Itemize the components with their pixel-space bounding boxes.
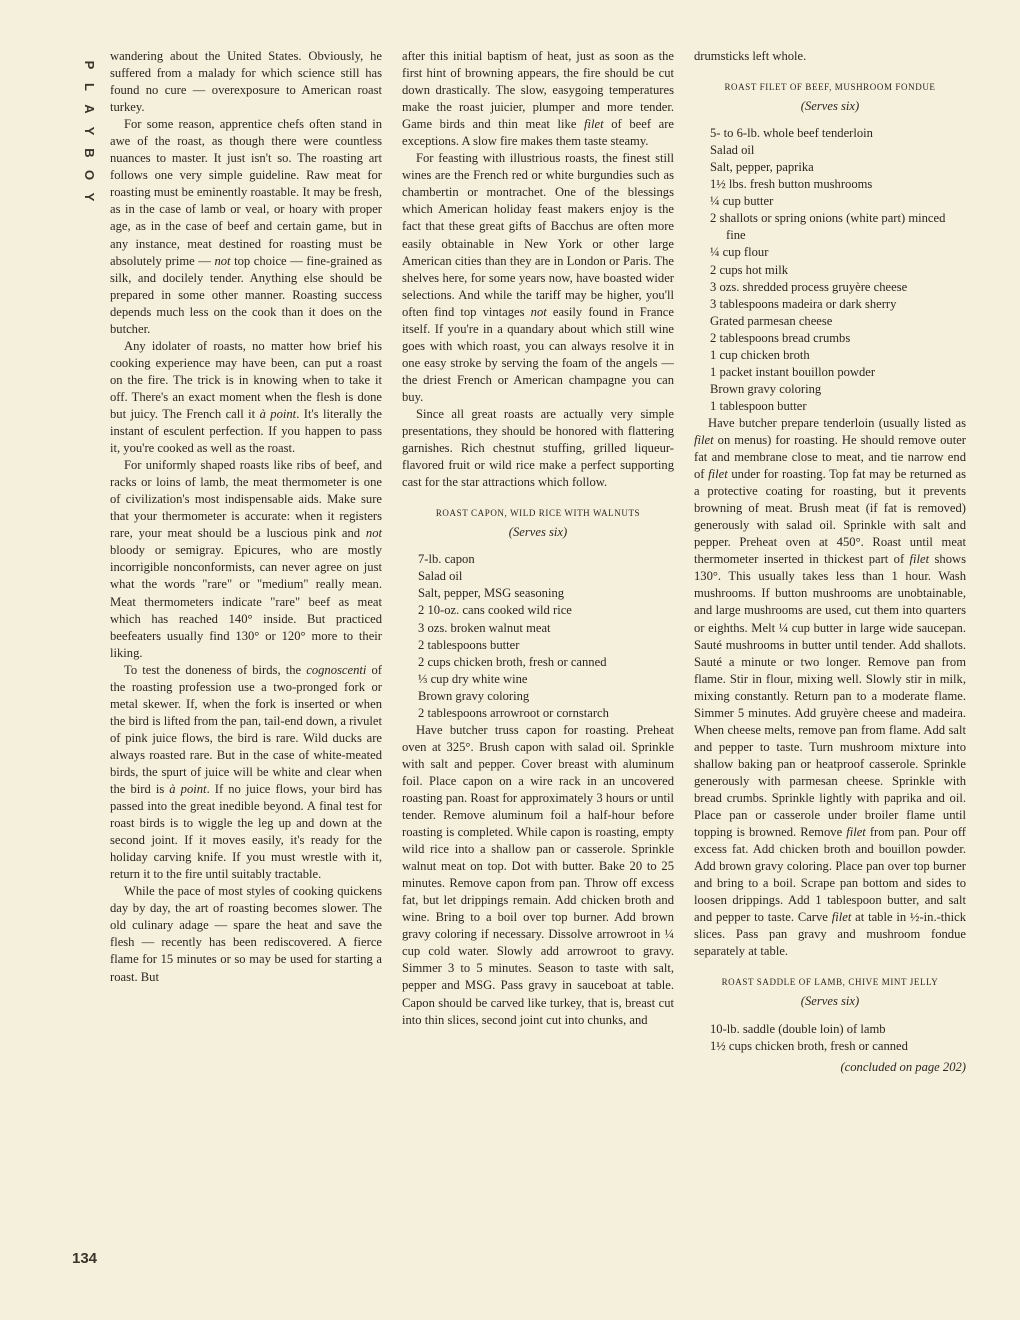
- body-paragraph: For feasting with illustrious roasts, the finest still wines are the French red or white burgundies such as chambertin or montrachet. One of the blessings which American holiday feast makers enjoy is the fact that these great gifts of Bacchus are often more easily obtainable in New York or other large American cities than they are in London or Paris. The shelves here, for some years now, have boasted wider selections. And while the tariff may be higher, you'll often find top vintages not easily found in France itself. If you're in a quandary about which still wine goes with which roast, you can always resolve it in one easy stroke by serving the foam of the angels — the driest French or American champagne you can buy.: [402, 151, 674, 404]
- ingredient-list: [694, 1021, 966, 1055]
- ingredient-item: 1 packet instant bouillon powder: [710, 364, 876, 379]
- column-1: [110, 48, 382, 986]
- column-2: [402, 48, 674, 1029]
- page-number: 134: [72, 1250, 98, 1267]
- body-paragraph: While the pace of most styles of cooking quickens day by day, the art of roasting becomes slower. The old culinary adage — spare the heat and save the flesh — recently has been rediscovered. A fierce flame for 15 minutes or so may be used for starting a roast. But: [110, 884, 382, 984]
- ingredient-item: ⅓ cup dry white wine: [418, 671, 528, 686]
- ingredient-list: [694, 125, 966, 415]
- body-paragraph: after this initial baptism of heat, just as soon as the first hint of browning appears, the fire should be cut down drastically. The slow, easygoing temperatures make the roast juicier, plumper and more tender. Game birds and thin meat like filet of beef are exceptions. A slow fire makes them taste steamy.: [402, 49, 674, 149]
- ingredient-item: Grated parmesan cheese: [710, 313, 833, 328]
- continued-note: (concluded on page 202): [840, 1059, 966, 1074]
- body-paragraph: drumsticks left whole.: [694, 49, 807, 63]
- ingredient-item: 1½ cups chicken broth, fresh or canned: [710, 1038, 908, 1053]
- ingredient-item: 1½ lbs. fresh button mushrooms: [710, 177, 873, 192]
- masthead-letter: O: [82, 169, 97, 181]
- recipe-serves: (Serves six): [508, 525, 568, 540]
- ingredient-item: 3 ozs. shredded process gruyère cheese: [710, 279, 908, 294]
- masthead-letter: L: [82, 83, 97, 91]
- ingredient-item: 2 tablespoons arrowroot or cornstarch: [418, 705, 609, 720]
- body-paragraph: To test the doneness of birds, the cognoscenti of the roasting profession use a two-pronged fork or metal skewer. If, when the fork is inserted or when the bird is lifted from the pan, tail-end down, a rivulet of pink juice flows, the bird is rare. Wild ducks are always roasted rare. But in the case of white-meated birds, the spurt of juice will be white and clear when the bird is à point. If no juice flows, your bird has passed into the great inedible beyond. A final test for roast birds is to wiggle the leg up and down at the second joint. If it moves easily, it's ready for the holiday carving knife. If you must wrestle with it, return it to the fire until suitably tractable.: [110, 662, 383, 882]
- masthead: [76, 54, 102, 208]
- recipe-serves: (Serves six): [800, 994, 860, 1009]
- body-paragraph: For uniformly shaped roasts like ribs of beef, and racks or loins of lamb, the meat thermometer is one of civilization's most indispensable aids. Make sure that your thermometer is accurate: when it registers rare, your meat should be a luscious pink and not bloody or semigray. Epicures, who are mostly incorrigible nonconformists, can never agree on just what the words "rare" or "medium" really mean. Meat thermometers indicate "rare" beef as meat which has reached 140° inside. But practiced beefeaters usually find 130° or 120° more to their liking.: [110, 458, 382, 660]
- ingredient-item: Brown gravy coloring: [710, 381, 822, 396]
- ingredient-item: Salt, pepper, MSG seasoning: [418, 586, 565, 601]
- ingredient-item: ¼ cup butter: [710, 194, 774, 209]
- ingredient-item: 2 cups chicken broth, fresh or canned: [418, 654, 607, 669]
- recipe-title: ROAST CAPON, WILD RICE WITH WALNUTS: [435, 508, 641, 519]
- body-paragraph: Since all great roasts are actually very simple presentations, they should be honored with flattering garnishes. Rich chestnut stuffing, grilled liqueur-flavored fruit or wild rice make a perfect supporting cast for the star attractions which follow.: [402, 406, 674, 490]
- ingredient-item: 5- to 6-lb. whole beef tenderloin: [710, 126, 873, 141]
- body-paragraph: For some reason, apprentice chefs often stand in awe of the roast, as though there were countless nuances to master. It just isn't so. The roasting art follows one very simple guideline. Raw meat for roasting must be eminently roastable. It may be fresh, as in the case of lamb or veal, or hoary with proper age, as in the case of beef and certain game, but in any instance, meat destined for roasting must be absolutely prime — not top choice — fine-grained as silk, and docilely tender. Anything else should be prepared in some other manner. Roasting success depends much less on the cook than it does on the butcher.: [110, 117, 382, 336]
- ingredient-item: ¼ cup flour: [710, 245, 769, 260]
- ingredient-item: 7-lb. capon: [418, 552, 475, 567]
- column-3: [694, 48, 966, 1076]
- ingredient-item: 10-lb. saddle (double loin) of lamb: [710, 1021, 886, 1036]
- ingredient-item: Salt, pepper, paprika: [710, 160, 814, 175]
- recipe-title: ROAST SADDLE OF LAMB, CHIVE MINT JELLY: [721, 977, 939, 988]
- masthead-letter: P: [82, 60, 97, 70]
- ingredient-item: 2 cups hot milk: [710, 262, 789, 277]
- ingredient-list: [402, 551, 674, 721]
- recipe-method: Have butcher truss capon for roasting. Preheat oven at 325°. Brush capon with salad oil. Sprinkle with salt and pepper. Cover breast with aluminum foil. Place capon on a wire rack in an uncovered roasting pan. Roast for approximately 3 hours or until tender. Remove aluminum foil a half-hour before roasting is completed. While capon is roasting, empty wild rice into a shallow pan or casserole. Sprinkle walnut meat on top. Dot with butter. Bake 20 to 25 minutes. Remove capon from pan. Throw off excess fat, but let drippings remain. Add chicken broth and wine. Bring to a boil over top burner. Add brown gravy coloring if necessary. Dissolve arrowroot in ¼ cup cold water. Slowly add arrowroot to gravy. Simmer 3 to 5 minutes. Season to taste with salt, pepper and MSG. Pass gravy in sauceboat at table. Capon should be carved like turkey, that is, breast cut into thin slices, second joint cut into chunks, and: [402, 722, 674, 1027]
- ingredient-item: 2 tablespoons butter: [418, 637, 520, 652]
- masthead-letter: Y: [82, 126, 97, 136]
- masthead-letter: Y: [82, 192, 97, 202]
- body-paragraph: wandering about the United States. Obviously, he suffered from a malady for which science still has found no cure — overexposure to American roast turkey.: [110, 49, 382, 115]
- ingredient-item: 1 cup chicken broth: [710, 347, 810, 362]
- ingredient-item: Salad oil: [710, 143, 755, 158]
- body-paragraph: Any idolater of roasts, no matter how brief his cooking experience may have been, can put a roast on the fire. The trick is in knowing when to take it off. There's an exact moment when the flesh is done but juicy. The French call it à point. It's literally the instant of esculent perfection. If you happen to pass it, you're cooked as well as the roast.: [110, 338, 382, 456]
- ingredient-item: 2 tablespoons bread crumbs: [710, 330, 851, 345]
- ingredient-item: 3 ozs. broken walnut meat: [418, 620, 551, 635]
- ingredient-item: 2 10-oz. cans cooked wild rice: [418, 603, 572, 618]
- ingredient-item: 2 shallots or spring onions (white part) minced fine: [710, 211, 946, 243]
- masthead-letter: A: [82, 104, 97, 114]
- ingredient-item: Brown gravy coloring: [418, 688, 530, 703]
- ingredient-item: Salad oil: [418, 569, 463, 584]
- ingredient-item: 1 tablespoon butter: [710, 398, 807, 413]
- ingredient-item: 3 tablespoons madeira or dark sherry: [710, 296, 897, 311]
- masthead-letter: B: [82, 148, 97, 158]
- recipe-serves: (Serves six): [800, 99, 860, 114]
- recipe-title: ROAST FILET OF BEEF, MUSHROOM FONDUE: [724, 82, 936, 93]
- recipe-method: Have butcher prepare tenderloin (usually listed as filet on menus) for roasting. He should remove outer fat and membrane close to meat, and tie narrow end of filet under for roasting. Top fat may be returned as a protective coating for roasting, but it prevents browning of meat. Brush meat (if fat is removed) generously with salad oil. Sprinkle with salt and pepper. Preheat oven at 450°. Roast until meat thermometer inserted in thickest part of filet shows 130°. This usually takes less than 1 hour. Wash mushrooms. If button mushrooms are unobtainable, and large mushrooms are used, cut them into quarters or eighths. Melt ¼ cup butter in large wide saucepan. Sauté mushrooms in butter until tender. Add shallots. Sauté a minute or two longer. Remove pan from flame. Stir in flour, mixing well. Slowly stir in milk, mixing constantly. Return pan to a moderate flame. Simmer 5 minutes. Add gruyère cheese and madeira. When cheese melts, remove pan from flame. Add salt and pepper to taste. Turn mushroom mixture into shallow baking pan or heatproof casserole. Sprinkle generously with parmesan cheese. Sprinkle with bread crumbs. Sprinkle lightly with paprika and oil. Place pan or casserole under broiler flame until topping is browned. Remove filet from pan. Pour off excess fat. Add chicken broth and bouillon powder. Add brown gravy coloring. Place pan over top burner and bring to a boil. Scrape pan bottom and sides to loosen drippings. Add 1 tablespoon butter, and salt and pepper to taste. Carve filet at table in ½-in.-thick slices. Pass pan gravy and mushroom fondue separately at table.: [694, 415, 967, 959]
